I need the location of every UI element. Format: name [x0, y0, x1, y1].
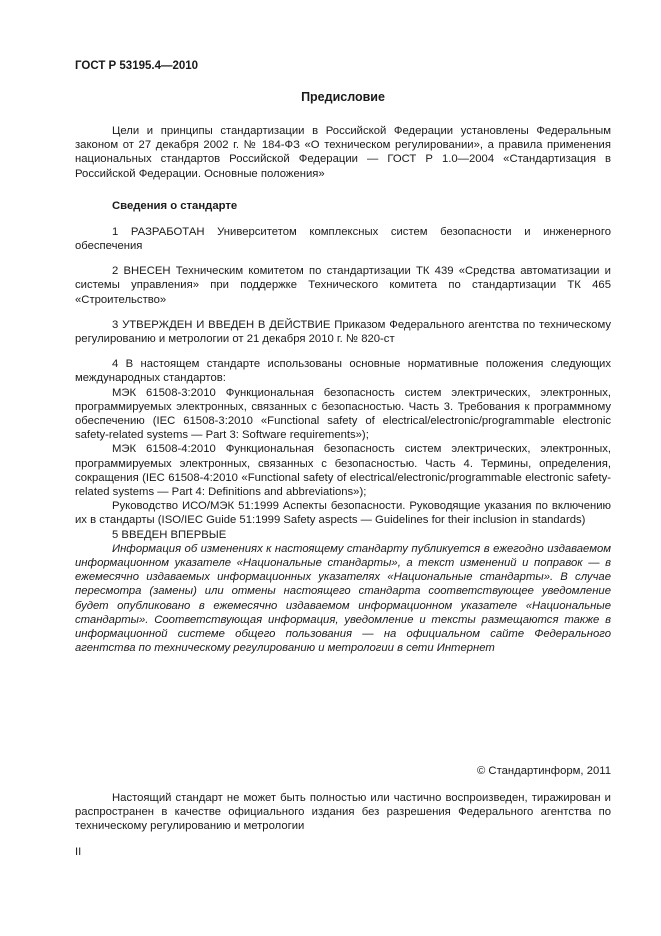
info-heading: Сведения о стандарте: [112, 199, 238, 212]
clause-4-block: [75, 357, 611, 527]
reference-item: Руководство ИСО/МЭК 51:1999 Аспекты безопасности. Руководящие указания по включению их в стандарты (ISO/IEC Guide 51:1999 Safety aspects — Guidelines for their inclusion in standards): [75, 500, 611, 527]
reference-item: МЭК 61508-3:2010 Функциональная безопасность систем электрических, электронных, программируемых электронных, связанных с безопасностью. Часть 3. Требования к программному обеспечению (IEC 61508-3:2010 «Functional safety of electrical/electronic/programmable electronic safety-related systems — Part 3: Software requirements»);: [75, 386, 611, 442]
page-content: [75, 60, 611, 656]
clause-3: 3 УТВЕРЖДЕН И ВВЕДЕН В ДЕЙСТВИЕ Приказом Федерального агентства по техническому регулированию и метрологии от 21 декабря 2010 г. № 820-ст: [75, 318, 611, 346]
clause-1: 1 РАЗРАБОТАН Университетом комплексных систем безопасности и инженерного обеспечения: [75, 225, 611, 253]
doc-number: ГОСТ Р 53195.4—2010: [75, 60, 199, 72]
reference-item: МЭК 61508-4:2010 Функциональная безопасность систем электрических, электронных, программируемых электронных, связанных с безопасностью. Часть 4. Термины, определения, сокращения (IEC 61508-4:2010 «Functional safety of electrical/electronic/programmable electronic safety-related systems — Part 4: Definitions and abbreviations»);: [75, 443, 611, 499]
page-number: II: [75, 846, 82, 858]
reproduction-notice-wrap: [75, 791, 611, 834]
reproduction-notice: Настоящий стандарт не может быть полностью или частично воспроизведен, тиражирован и распространен в качестве официального издания без разрешения Федерального агентства по техническому регулированию и метрологии: [75, 792, 611, 833]
copyright: © Стандартинформ, 2011: [476, 765, 611, 777]
intro-paragraph: Цели и принципы стандартизации в Российской Федерации установлены Федеральным законом от 27 декабря 2002 г. № 184-ФЗ «О техническом регулировании», а правила применения национальных стандартов Российской Федерации — ГОСТ Р 1.0—2004 «Стандартизация в Российской Федерации. Основные положения»: [75, 125, 611, 180]
edition-notice: Информация об изменениях к настоящему стандарту публикуется в ежегодно издаваемом информационном указателе «Национальные стандарты», а текст изменений и поправок — в ежемесячно издаваемых информационных указателях «Национальные стандарты». В случае пересмотра (замены) или отмены настоящего стандарта соответствующее уведомление будет опубликовано в ежемесячно издаваемом информационном указателе «Национальные стандарты». Соответствующая информация, уведомление и тексты размещаются также в информационной системе общего пользования — на официальном сайте Федерального агентства по техническому регулированию и метрологии в сети Интернет: [75, 542, 611, 655]
clause-4: 4 В настоящем стандарте использованы основные нормативные положения следующих международных стандартов:: [75, 358, 611, 385]
clause-5: 5 ВВЕДЕН ВПЕРВЫЕ: [112, 528, 227, 541]
clause-2: 2 ВНЕСЕН Техническим комитетом по стандартизации ТК 439 «Средства автоматизации и системы управления» при поддержке Технического комитета по стандартизации ТК 465 «Строительство»: [75, 265, 611, 306]
page-title: Предисловие: [301, 90, 385, 104]
